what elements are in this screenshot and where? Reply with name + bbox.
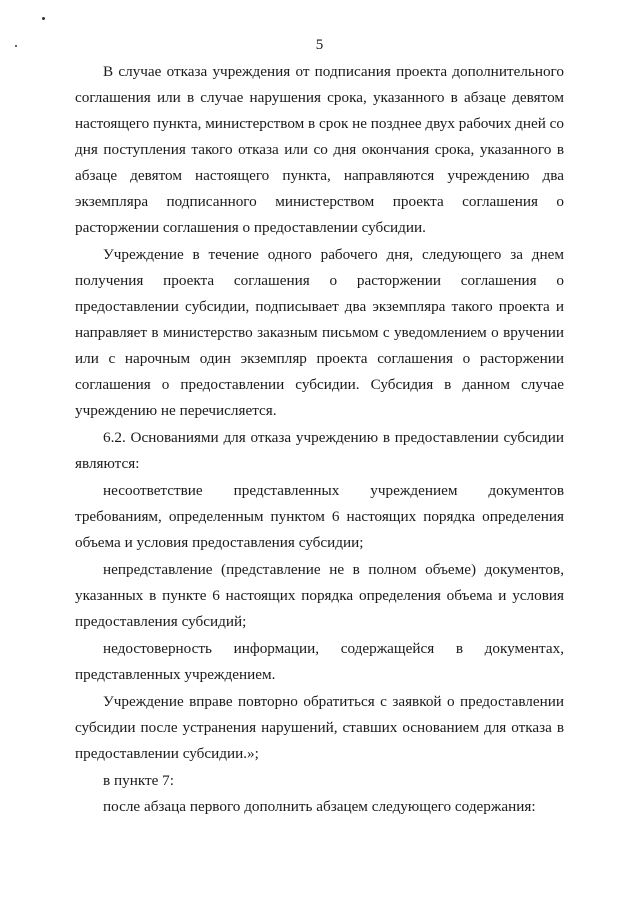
text-line: несоответствие представленных учреждением документов [103,482,564,499]
scan-speck [42,17,45,20]
text-line: объема и условия предоставления субсидии; [75,534,364,551]
text-line: предоставлении субсидии, подписывает два экземпляра такого проекта и [75,298,564,315]
text-line: дня поступления такого отказа или со дня окончания срока, указанного в [75,141,564,158]
text-line: учреждению не перечисляется. [75,402,277,419]
text-line: предоставления субсидий; [75,613,247,630]
text-line: соглашения или в случае нарушения срока, указанного в абзаце девятом [75,89,564,106]
text-line: в пункте 7: [103,772,174,789]
page-number: 5 [315,37,324,53]
text-line: требованиям, определенным пунктом 6 настоящих порядка определения [75,508,564,525]
text-line: или с нарочным один экземпляр проекта соглашения о расторжении [75,350,564,367]
text-line: указанных в пункте 6 настоящих порядка определения объема и условия [75,587,564,604]
text-line: предоставлении субсидии.»; [75,745,259,762]
text-line: получения проекта соглашения о расторжении соглашения о [75,272,564,289]
text-line: соглашения о предоставлении субсидии. Субсидия в данном случае [75,376,564,393]
text-line: представленных учреждением. [75,666,276,683]
text-line: настоящего пункта, министерством в срок не позднее двух рабочих дней со [75,115,565,132]
scan-speck [15,45,17,47]
text-line: непредставление (представление не в полном объеме) документов, [103,561,564,578]
text-line: Учреждение вправе повторно обратиться с заявкой о предоставлении [103,693,564,710]
text-line: субсидии после устранения нарушений, ставших основанием для отказа в [75,719,564,736]
text-line: абзаце девятом настоящего пункта, направляются учреждению два [75,167,564,184]
text-line: после абзаца первого дополнить абзацем следующего содержания: [103,798,536,815]
text-line: расторжении соглашения о предоставлении субсидии. [75,219,426,236]
text-line: экземпляра подписанного министерством проекта соглашения о [75,193,564,210]
text-line: 6.2. Основаниями для отказа учреждению в предоставлении субсидии [103,429,564,446]
text-line: недостоверность информации, содержащейся в документах, [103,640,564,657]
text-line: являются: [75,455,140,472]
text-line: В случае отказа учреждения от подписания проекта дополнительного [103,63,564,80]
text-line: Учреждение в течение одного рабочего дня, следующего за днем [103,246,564,263]
text-line: направляет в министерство заказным письмом с уведомлением о вручении [75,324,564,341]
